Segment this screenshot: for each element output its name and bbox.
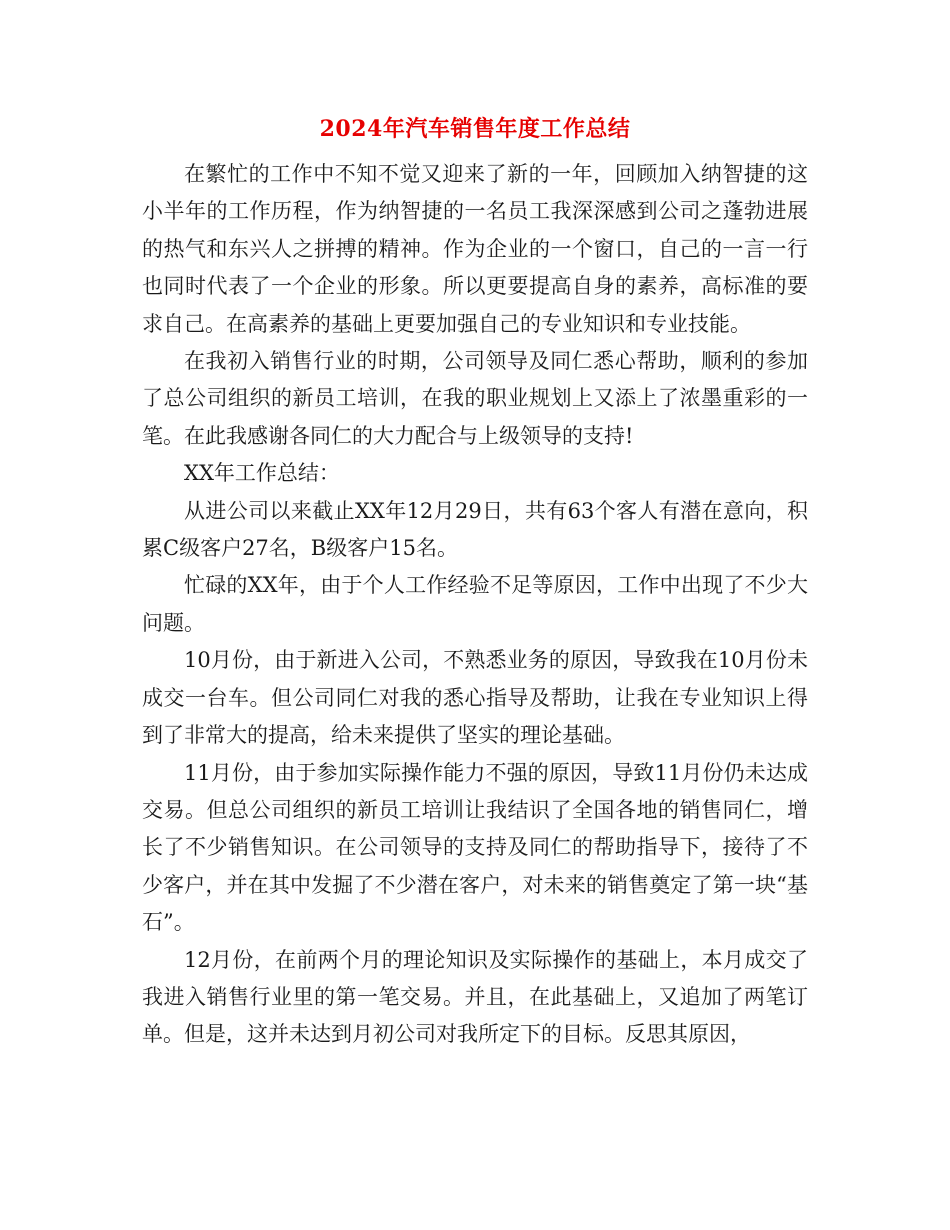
paragraph: 11月份，由于参加实际操作能力不强的原因，导致11月份仍未达成交易。但总公司组织的新员工培训让我结识了全国各地的销售同仁，增长了不少销售知识。在公司领导的支持及同仁的帮助指导下，接待了不少客户，并在其中发掘了不少潜在客户，对未来的销售奠定了第一块“基石”。 <box>142 760 808 935</box>
document-body <box>142 156 808 1054</box>
paragraph: 在我初入销售行业的时期，公司领导及同仁悉心帮助，顺利的参加了总公司组织的新员工培训，在我的职业规划上又添上了浓墨重彩的一笔。在此我感谢各同仁的大力配合与上级领导的支持! <box>142 349 808 448</box>
section-heading: XX年工作总结： <box>184 461 340 486</box>
paragraph: 10月份，由于新进入公司，不熟悉业务的原因，导致我在10月份未成交一台车。但公司同仁对我的悉心指导及帮助，让我在专业知识上得到了非常大的提高，给未来提供了坚实的理论基础。 <box>142 648 808 748</box>
paragraph: 在繁忙的工作中不知不觉又迎来了新的一年，回顾加入纳智捷的这小半年的工作历程，作为纳智捷的一名员工我深深感到公司之蓬勃进展的热气和东兴人之拼搏的精神。作为企业的一个窗口，自己的一言一行也同时代表了一个企业的形象。所以更要提高自身的素养，高标准的要求自己。在高素养的基础上更要加强自己的专业知识和专业技能。 <box>142 162 808 336</box>
paragraph: 从进公司以来截止XX年12月29日，共有63个客人有潜在意向，积累C级客户27名，B级客户15名。 <box>142 498 808 561</box>
paragraph: 12月份，在前两个月的理论知识及实际操作的基础上，本月成交了我进入销售行业里的第一笔交易。并且，在此基础上，又追加了两笔订单。但是，这并未达到月初公司对我所定下的目标。反思其原因， <box>142 947 808 1047</box>
document-title: 2024年汽车销售年度工作总结 <box>319 116 631 142</box>
paragraph: 忙碌的XX年，由于个人工作经验不足等原因，工作中出现了不少大问题。 <box>142 573 808 635</box>
